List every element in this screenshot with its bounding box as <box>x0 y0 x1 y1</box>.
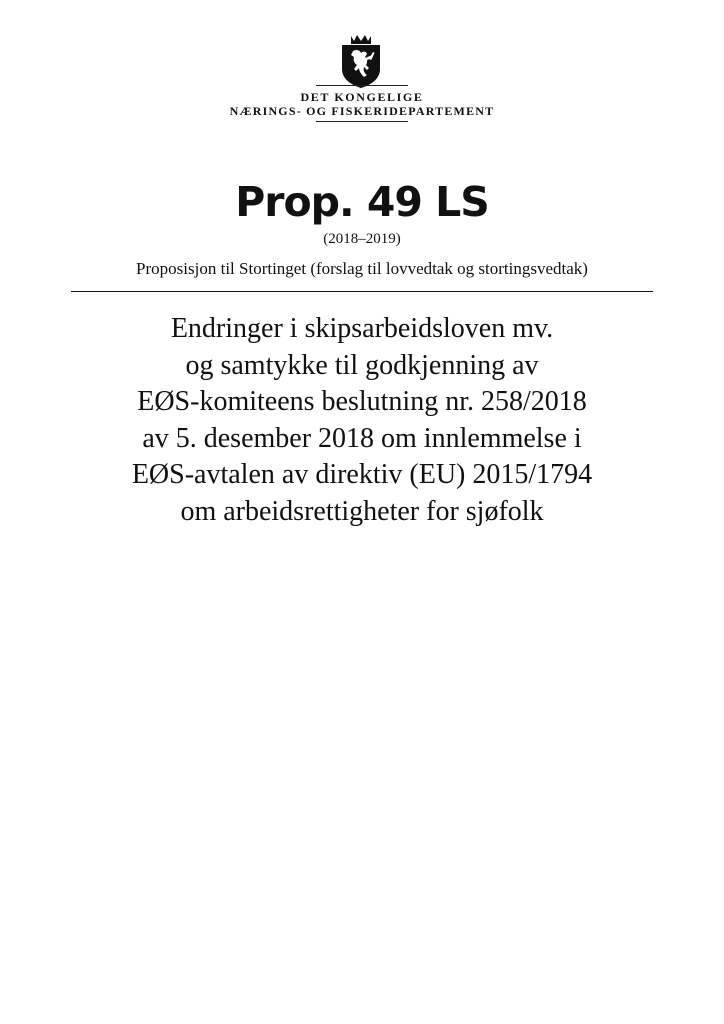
document-title-line: om arbeidsrettigheter for sjøfolk <box>180 495 544 527</box>
ministry-rule-bottom <box>316 121 408 122</box>
ministry-name-line1: DET KONGELIGE <box>300 90 424 104</box>
document-title-line: av 5. desember 2018 om innlemmelse i <box>142 422 582 454</box>
coat-of-arms-lion-icon <box>336 33 386 89</box>
document-title-line: EØS-komiteens beslutning nr. 258/2018 <box>137 386 587 417</box>
proposition-subtitle: Proposisjon til Stortinget (forslag til lovvedtak og stortingsvedtak) <box>136 259 588 278</box>
document-title <box>40 311 684 530</box>
proposition-number: Prop. 49 LS <box>235 178 489 226</box>
document-title-line: EØS-avtalen av direktiv (EU) 2015/1794 <box>131 459 593 490</box>
document-title-line: Endringer i skipsarbeidsloven mv. <box>170 313 554 344</box>
parliamentary-session: (2018–2019) <box>323 231 401 247</box>
ministry-name-line2: NÆRINGS- OG FISKERIDEPARTEMENT <box>229 104 495 118</box>
emblem-rule-top <box>316 85 408 86</box>
document-title-line: og samtykke til godkjenning av <box>185 349 539 381</box>
title-divider <box>71 291 653 292</box>
